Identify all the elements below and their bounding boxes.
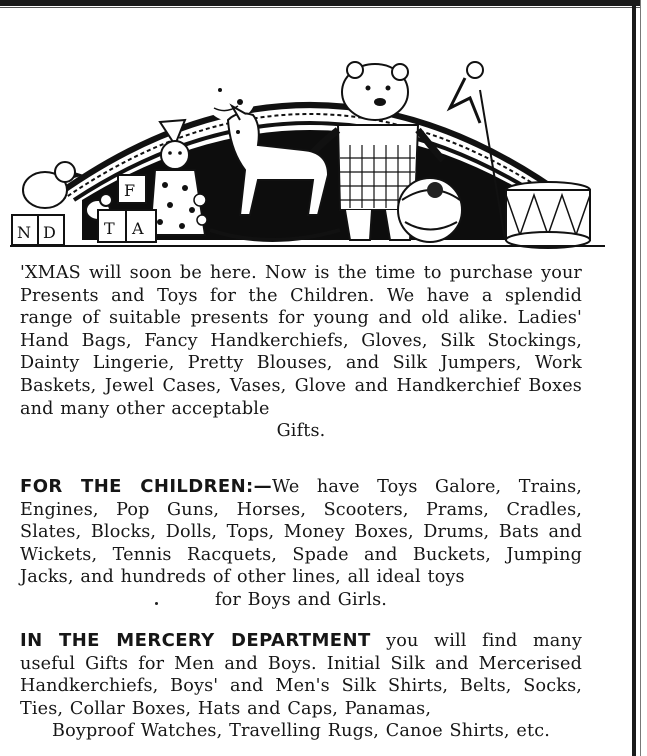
- right-border-thin-rule: [640, 0, 641, 756]
- stray-dot: [155, 602, 158, 605]
- right-border-rule: [632, 0, 636, 756]
- intro-last-line: Gifts.: [276, 421, 326, 442]
- toy-illustration: [10, 50, 620, 255]
- children-last-line: for Boys and Girls.: [214, 589, 388, 610]
- mercery-paragraph: [20, 630, 582, 743]
- intro-paragraph: [20, 262, 582, 443]
- block-letter: T: [104, 219, 115, 238]
- mercery-text: you will find many useful Gifts for Men and Boys. Initial Silk and Mercerised Handkerchiefs, Boys' and Men's Silk Shirts, Belts, Socks, Ties, Collar Boxes, Hats and Caps, Panamas,: [20, 631, 582, 719]
- children-text: We have Toys Galore, Trains, Engines, Pop Guns, Horses, Scooters, Prams, Cradles, Slates, Blocks, Dolls, Tops, Money Boxes, Drums, Bats and Wickets, Tennis Racquets, Spade and Buckets, Jumping Jacks, and hundreds of other lines, all ideal toys: [20, 477, 582, 588]
- top-border-rule: [0, 0, 640, 6]
- ball-icon: [398, 178, 462, 242]
- block-letter: D: [43, 223, 56, 242]
- mercery-last-line: Boyproof Watches, Travelling Rugs, Canoe Shirts, etc.: [52, 721, 550, 742]
- children-paragraph: [20, 476, 582, 612]
- children-heading: FOR THE CHILDREN:—: [20, 476, 273, 497]
- block-letter: F: [124, 181, 136, 200]
- drum-icon: [506, 182, 590, 248]
- block-letter: N: [17, 223, 31, 242]
- block-letter: A: [132, 219, 144, 238]
- mercery-heading: IN THE MERCERY DEPARTMENT: [20, 630, 371, 651]
- intro-text: 'XMAS will soon be here. Now is the time to purchase your Presents and Toys for the Children. We have a splendid range of suitable presents for young and old alike. Ladies' Hand Bags, Fancy Handkerchiefs, Gloves, Silk Stockings, Dainty Lingerie, Pretty Blouses, and Silk Jumpers, Work Baskets, Jewel Cases, Vases, Glove and Handkerchief Boxes and many other acceptable: [20, 263, 582, 419]
